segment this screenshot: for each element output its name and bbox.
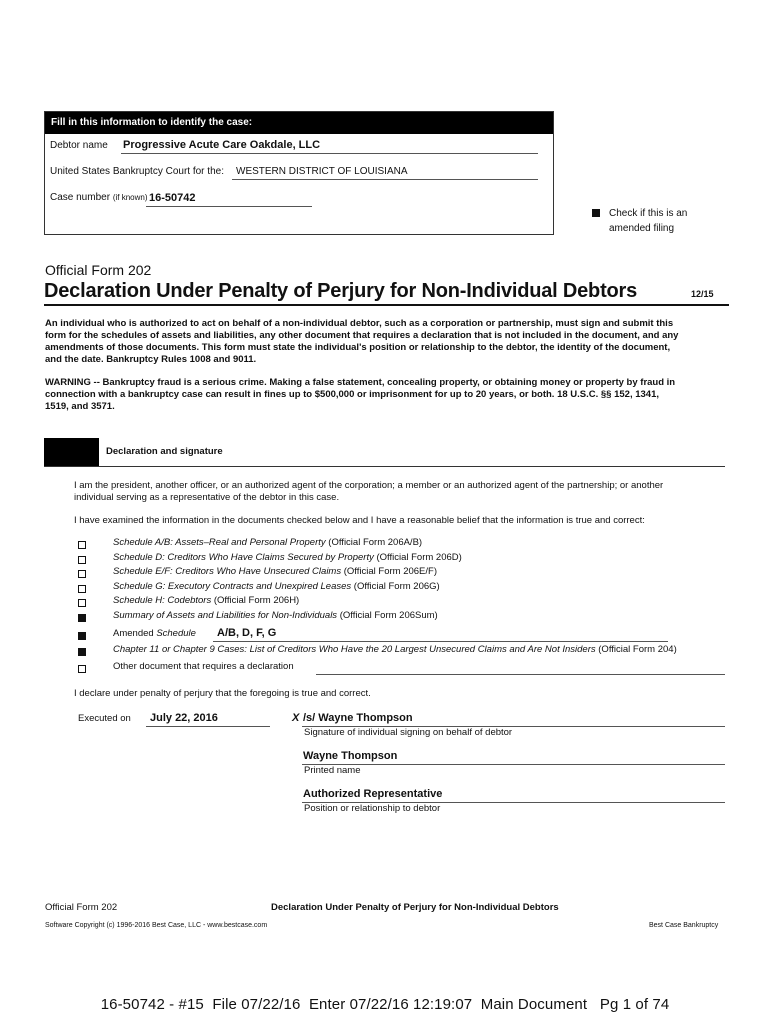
position-caption: Position or relationship to debtor: [304, 803, 441, 814]
checkbox[interactable]: [78, 570, 86, 578]
intro-line: An individual who is authorized to act on behalf of a non-individual debtor, such as a corporation or partnership, must sign and submit this: [45, 318, 674, 329]
amended-schedule-item: [78, 627, 678, 643]
chapter11-item: [78, 644, 728, 658]
checklist-label-plain: (Official Form 206Sum): [337, 609, 438, 621]
case-identification-box: [44, 111, 554, 235]
position-field: [302, 788, 725, 803]
section-rule: [44, 466, 725, 467]
case-box-header: Fill in this information to identify the case:: [45, 112, 553, 134]
checklist-label-italic: Schedule D: Creditors Who Have Claims Secured by Property: [113, 551, 374, 563]
warning-line: 1519, and 3571.: [45, 401, 115, 412]
checkbox[interactable]: [78, 599, 86, 607]
court-field: [232, 164, 538, 180]
case-number-hint: (if known): [112, 193, 148, 202]
amended-schedule-field: [213, 627, 668, 642]
signature-x-mark: X: [292, 712, 300, 724]
form-title: Declaration Under Penalty of Perjury for Non-Individual Debtors: [44, 280, 638, 302]
checklist-label-italic: Schedule G: Executory Contracts and Unexpired Leases: [113, 580, 352, 592]
case-number-label-text: Case number: [50, 192, 111, 203]
intro-line: and the date. Bankruptcy Rules 1008 and 9011.: [45, 354, 257, 365]
checklist-label: [113, 552, 462, 564]
court-label: United States Bankruptcy Court for the:: [50, 166, 224, 177]
amended-schedule-checkbox[interactable]: [78, 632, 86, 640]
checklist-label: [113, 566, 437, 578]
printed-name-value: Wayne Thompson: [303, 750, 398, 762]
executed-on-label: Executed on: [78, 713, 131, 724]
checkbox[interactable]: [78, 541, 86, 549]
court-value: WESTERN DISTRICT OF LOUISIANA: [236, 166, 408, 177]
checklist-label: [113, 537, 422, 549]
debtor-name-value: Progressive Acute Care Oakdale, LLC: [123, 139, 321, 151]
checklist-label-plain: (Official Form 206E/F): [341, 566, 437, 577]
other-document-checkbox[interactable]: [78, 665, 86, 673]
signature-value: /s/ Wayne Thompson: [303, 712, 413, 724]
checkbox-checked[interactable]: [78, 614, 86, 622]
chapter11-label: [113, 644, 677, 656]
checklist-label-italic: Schedule A/B: Assets–Real and Personal Property: [113, 537, 326, 548]
amended-italic: Schedule: [156, 628, 196, 639]
case-number-label: [50, 192, 148, 203]
amended-check-line2: amended filing: [609, 223, 675, 234]
footer-title: Declaration Under Penalty of Perjury for Non-Individual Debtors: [271, 902, 559, 913]
checklist-label-italic: Summary of Assets and Liabilities for Non-Individuals: [113, 609, 338, 621]
checkbox[interactable]: [78, 556, 86, 564]
checklist-label-italic: Schedule H: Codebtors: [113, 595, 212, 606]
printed-name-field: [302, 750, 725, 765]
case-number-value: 16-50742: [149, 192, 196, 204]
authority-line: I am the president, another officer, or an authorized agent of the corporation; a member or an authorized agent of the partnership; or another: [74, 480, 664, 491]
intro-line: amendments of those documents. This form must state the individual's position or relationship to the debtor, the identity of the document,: [45, 342, 671, 353]
title-rule: [44, 304, 729, 306]
filing-stamp: 16-50742 - #15 File 07/22/16 Enter 07/22/16 12:19:07 Main Document Pg 1 of 74: [100, 996, 670, 1013]
checkbox[interactable]: [78, 585, 86, 593]
footer-form-number: Official Form 202: [45, 902, 118, 913]
printed-name-caption: Printed name: [304, 765, 361, 776]
signature-field: [302, 712, 725, 727]
amended-schedule-value: A/B, D, F, G: [217, 627, 277, 639]
executed-on-field: [146, 712, 270, 727]
section-marker: [44, 438, 99, 466]
intro-paragraph: [45, 318, 735, 366]
checklist-label-plain: (Official Form 206G): [351, 580, 440, 592]
amended-check-line1: Check if this is an: [609, 208, 688, 219]
debtor-name-label: Debtor name: [50, 140, 108, 151]
warning-paragraph: [45, 377, 735, 413]
executed-on-value: July 22, 2016: [150, 712, 218, 724]
examined-paragraph: I have examined the information in the documents checked below and I have a reasonable belief that the information is true and correct:: [74, 515, 645, 526]
position-value: Authorized Representative: [303, 788, 443, 800]
signature-caption: Signature of individual signing on behalf of debtor: [304, 727, 513, 738]
checklist-label-plain: (Official Form 206A/B): [325, 537, 423, 548]
footer-copyright: Software Copyright (c) 1996-2016 Best Case, LLC - www.bestcase.com: [45, 922, 268, 929]
section-title: Declaration and signature: [106, 446, 223, 457]
case-number-field: [146, 191, 312, 207]
checklist-label: [113, 595, 299, 607]
official-form-number: Official Form 202: [45, 262, 152, 278]
debtor-name-field: [121, 138, 538, 154]
amended-prefix: Amended: [113, 628, 154, 639]
chapter11-italic: Chapter 11 or Chapter 9 Cases: List of Creditors Who Have the 20 Largest Unsecured Claims and Are Not Insiders: [113, 644, 596, 655]
warning-line: WARNING -- Bankruptcy fraud is a serious crime. Making a false statement, concealing property, or obtaining money or property by fraud in: [45, 377, 676, 388]
other-document-item: [78, 661, 728, 675]
checklist-label-italic: Schedule E/F: Creditors Who Have Unsecured Claims: [113, 566, 342, 577]
intro-line: form for the schedules of assets and liabilities, any other document that requires a declaration that is not included in the document, and any: [45, 330, 679, 341]
checklist-label: [113, 610, 438, 622]
footer-vendor: Best Case Bankruptcy: [649, 922, 719, 929]
amended-schedule-label: [113, 628, 196, 640]
authority-line: individual serving as a representative of the debtor in this case.: [74, 492, 340, 503]
checklist-label-plain: (Official Form 206D): [373, 551, 462, 563]
chapter11-plain: (Official Form 204): [595, 644, 677, 655]
other-document-field[interactable]: [316, 661, 725, 675]
checklist-label: [113, 581, 440, 593]
perjury-statement: I declare under penalty of perjury that the foregoing is true and correct.: [74, 688, 371, 699]
authority-paragraph: [74, 480, 734, 504]
other-document-label: Other document that requires a declaration: [113, 661, 294, 672]
form-version: 12/15: [691, 289, 714, 299]
amended-filing-checkbox[interactable]: [592, 209, 600, 217]
warning-line: connection with a bankruptcy case can result in fines up to $500,000 or imprisonment for up to 20 years, or both. 18 U.S.C. §§ 152, 1341,: [45, 389, 659, 400]
checklist-label-plain: (Official Form 206H): [211, 595, 300, 606]
chapter11-checkbox[interactable]: [78, 648, 86, 656]
